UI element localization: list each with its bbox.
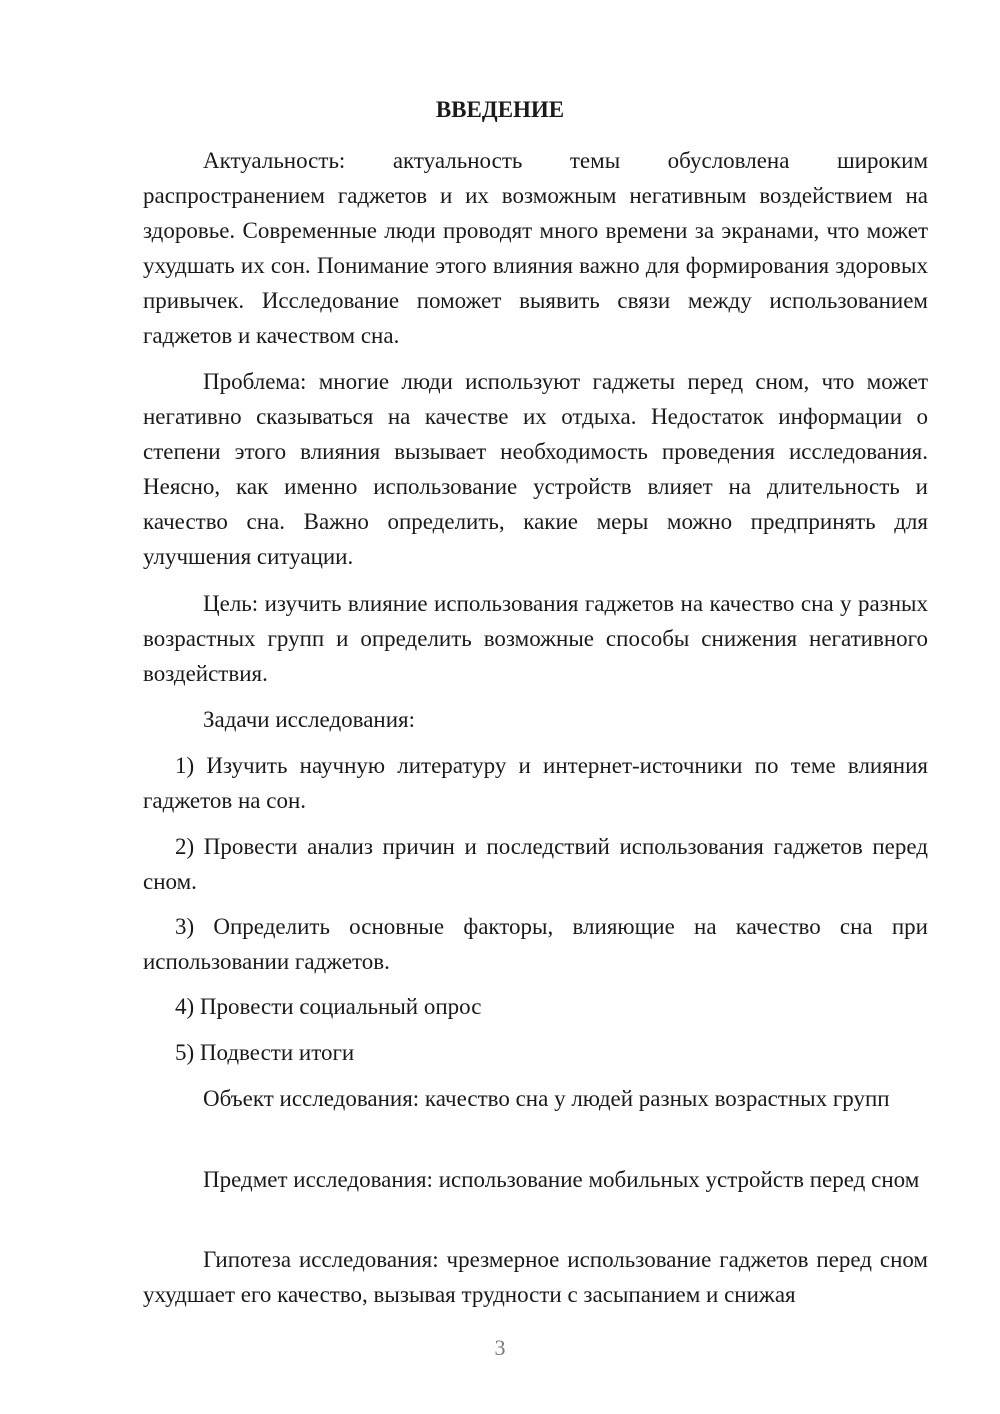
task-item: 5) Подвести итоги [175,1040,355,1065]
subject-paragraph: Предмет исследования: использование мобильных устройств перед сном [203,1167,920,1192]
goal-paragraph: Цель: изучить влияние использования гаджетов на качество сна у разных возрастных групп и определить возможные способы снижения негативного воздействия. [143,591,928,686]
task-item: 4) Провести социальный опрос [175,994,482,1019]
hypothesis-paragraph: Гипотеза исследования: чрезмерное использование гаджетов перед сном ухудшает его качество, вызывая трудности с засыпанием и снижая [143,1247,928,1307]
tasks-title: Задачи исследования: [203,707,416,732]
relevance-paragraph: Актуальность: актуальность темы обусловлена широким распространением гаджетов и их возможным негативным воздействием на здоровье. Современные люди проводят много времени за экранами, что может ухудшать их сон. Понимание этого влияния важно для формирования здоровых привычек. Исследование поможет выявить связи между использованием гаджетов и качеством сна. [143,148,928,348]
page-number: 3 [494,1335,506,1360]
task-item: 2) Провести анализ причин и последствий использования гаджетов перед сном. [143,834,928,894]
object-paragraph: Объект исследования: качество сна у людей разных возрастных групп [203,1086,890,1111]
task-item: 1) Изучить научную литературу и интернет-источники по теме влияния гаджетов на сон. [143,753,928,813]
section-heading: ВВЕДЕНИЕ [435,97,565,122]
problem-paragraph: Проблема: многие люди используют гаджеты перед сном, что может негативно сказываться на качестве их отдыха. Недостаток информации о степени этого влияния вызывает необходимость проведения исследования. Неясно, как именно использование устройств влияет на длительность и качество сна. Важно определить, какие меры можно предпринять для улучшения ситуации. [143,369,928,569]
task-item: 3) Определить основные факторы, влияющие на качество сна при использовании гаджетов. [143,914,928,974]
